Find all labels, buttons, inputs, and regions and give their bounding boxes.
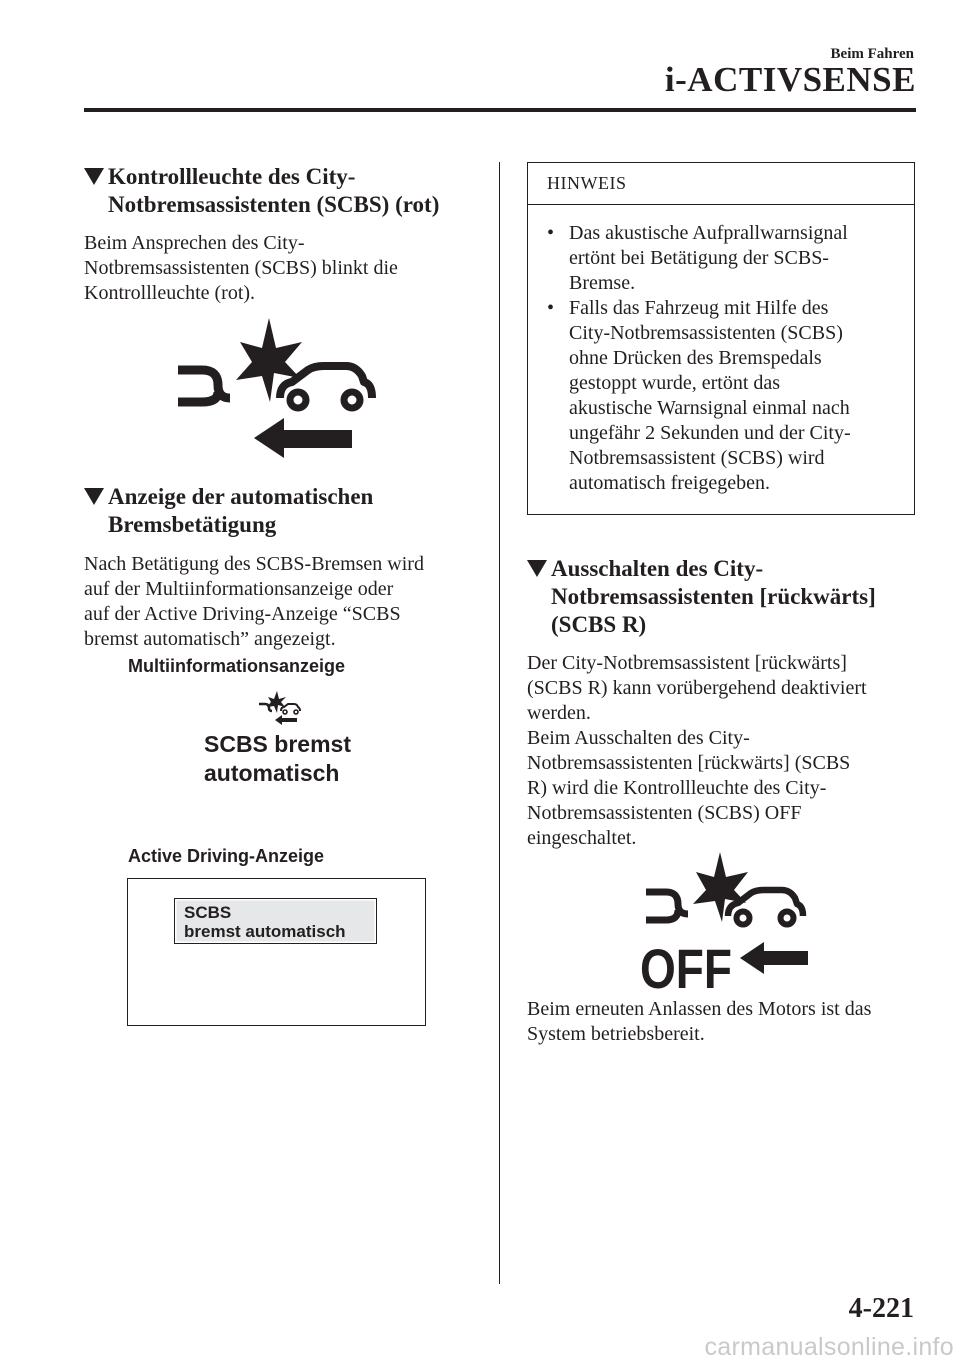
triangle-marker-icon [84,488,104,505]
active-driving-message: SCBS bremst automatisch [174,898,377,944]
section-body: Der City-Notbremsassistent [rückwärts] (SCBS R) kann vorübergehend deaktiviert werden. Beim Ausschalten des City- Notbremsassistenten [rückwärts] (SCBS R) wird die Kontrollleuchte des City- Notbremsassistenten (SCBS) OFF eingeschaltet. [527,652,867,849]
triangle-marker-icon [84,168,104,185]
note-list [528,205,914,514]
section-body-2: Beim erneuten Anlassen des Motors ist das System betriebsbereit. [527,998,872,1045]
mid-display-text: SCBS bremst automatisch [204,731,351,786]
section-body: Beim Ansprechen des City- Notbremsassistenten (SCBS) blinkt die Kontrollleuchte (rot). [84,232,398,304]
header-rule [84,108,916,112]
section-body: Nach Betätigung des SCBS-Bremsen wird auf der Multiinformationsanzeige oder auf der Active Driving-Anzeige “SCBS bremst automatisch” angezeigt. [84,553,424,650]
list-item: • Das akustische Aufprallwarnsignal ertönt bei Betätigung der SCBS- Bremse. [547,222,848,294]
bullet-icon: • [547,222,555,244]
running-header-title: i-ACTIVSENSE [664,60,916,99]
scbs-off-icon [640,850,810,1000]
section-ausschalten [527,555,917,851]
page-number: 4-221 [848,1293,914,1324]
scbs-small-icon [257,690,301,724]
note-title: HINWEIS [528,163,914,205]
section-heading: Ausschalten des City- Notbremsassistenten [rückwärts] (SCBS R) [527,555,917,639]
note-box [527,162,915,515]
off-label: OFF [640,937,732,1000]
section-anzeige [84,483,479,652]
scbs-warning-icon [174,310,364,460]
multiinformation-label: Multiinformationsanzeige [128,656,346,676]
list-item: • Falls das Fahrzeug mit Hilfe des City-Notbremsassistenten (SCBS) ohne Drücken des Bremspedals gestoppt wurde, ertönt das akustische Warnsignal einmal nach ungefähr 2 Sekunden und der City- Notbremsassistent (SCBS) wird automatisch freigegeben. [547,297,851,494]
running-header-section: Beim Fahren [830,46,914,62]
triangle-marker-icon [527,560,547,577]
footer-watermark: carmanualsonline.info [704,1333,954,1361]
bullet-icon: • [547,297,555,319]
section-kontrollleuchte [84,163,479,306]
active-driving-label: Active Driving-Anzeige [128,846,325,866]
column-divider [499,162,500,1284]
section-heading: Kontrollleuchte des City- Notbremsassistenten (SCBS) (rot) [84,163,479,219]
section-heading: Anzeige der automatischen Bremsbetätigung [84,483,479,539]
